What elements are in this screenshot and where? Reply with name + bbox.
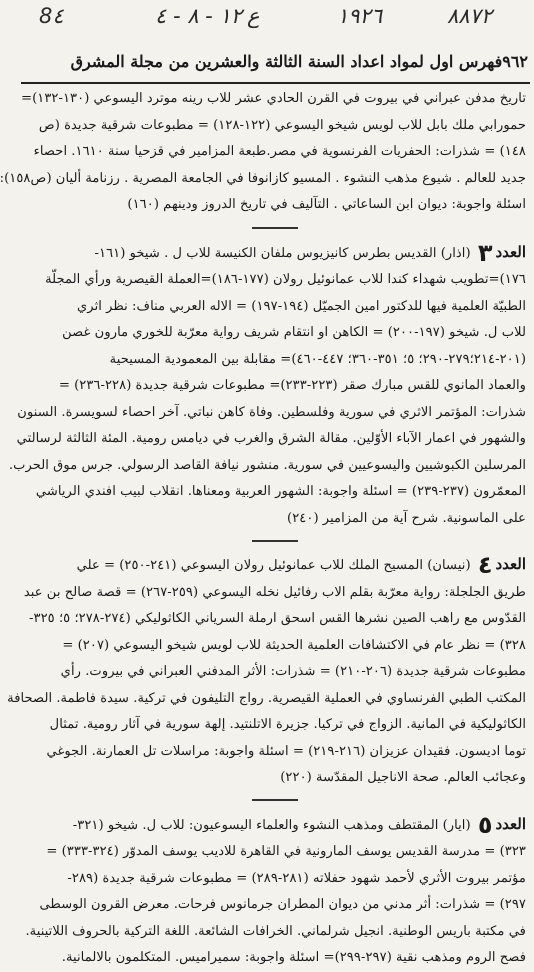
text-line: [23, 551, 526, 580]
text-line: وعجائب العالم. صحة الاناجيل المقدّسة (٢٢٠): [280, 770, 526, 785]
handwritten-annotation: [37, 4, 524, 34]
issue-number: ٣: [477, 238, 493, 267]
text-line: [23, 811, 526, 840]
text-line: ١٤٨) = شذرات: الحفريات الفرنسوية في مصر.طبعة المزامير في قزحيا سنة ١٦١٠. احصاء: [33, 144, 526, 159]
text-line: القدّوس مع راهب الصين نشرها القس اسحق ارملة السرياني الكاثوليكي (٢٧٤-٢٧٨؛ ٥؛ ٣٢٥-: [29, 611, 526, 626]
section-divider: [252, 540, 298, 542]
text-line: (٢٠١-٢١٤؛٢٧٩-٢٩٠؛ ٥؛ ٣٥١-٣٦٠؛ ٤٤٧-٤٦٠)= مقابلة بين المعمودية المسيحية: [109, 351, 526, 367]
issue-label: العدد: [495, 814, 526, 833]
index-content: [0, 86, 526, 972]
text-line: المعمّرون (٢٣٧-٢٣٩) = اسئلة واجوبة: الشهور العربية ومعناها. انقلاب لبيب افندي الرياشي: [35, 484, 526, 499]
annotation-year: ١٩٢٦: [337, 4, 383, 28]
annotation-code: 8٤: [39, 4, 64, 28]
text-line: طريق الجلجلة: رواية معرّبة بقلم الاب رفائيل نخله اليسوعي (٢٥٩-٢٦٧) = قصة صالح بن عبد: [23, 584, 526, 600]
text-line: اسئلة واجوبة: ديوان ابن الساعاتي . التآليف في تاريخ الدروز ودينهم (١٦٠): [127, 197, 526, 212]
text-line: على الماسونية. شرح آية من المزامير (٢٤٠): [287, 510, 526, 526]
issue-5-section: [23, 811, 526, 972]
annotation-date: ١٢ - ٨ - ٤: [155, 4, 242, 28]
text-line: شذرات: المؤتمر الاثري في سورية وفلسطين. وفاة كاهن نباتي. آخر احصاء لسويسرة. السنون: [17, 404, 526, 420]
text-line: حمورابي ملك بابل للاب لويس شيخو اليسوعي (١٢٢-١٢٨) = مطبوعات شرقية جديدة (ص: [38, 117, 526, 133]
issue-label: العدد: [495, 242, 526, 261]
issue-line-text: (نيسان) المسيح الملك للاب عمانوئيل رولان اليسوعي (٢٤١-٢٥٠) = علي: [76, 558, 471, 573]
text-line: فصح الروم ومذهب نقية (٢٩٧-٢٩٩)= اسئلة واجوبة: سميراميس. المتكلمون بالالمانية.: [61, 950, 526, 965]
page-header: [70, 46, 528, 76]
text-line: مؤتمر بيروت الأثري لأحمد شهود حفلاته (٢٨١-٢٨٩) = مطبوعات شرقية جديدة (٢٨٩-: [67, 870, 526, 886]
text-line: جديد للعالم . شيوع مذهب النشوء . المسيو كازانوفا في الجامعة المصرية . رزنامة أليان (ص١٥٨):: [0, 170, 526, 186]
text-line: [23, 239, 526, 268]
annotation-letter: ع: [247, 4, 260, 28]
section-divider: [252, 227, 298, 229]
text-line: في مكتبة باريس الوطنية. انجيل شرلماني. الخرافات الشائعة. اللغة التركية بالحروف اللاتينية.: [25, 923, 526, 939]
text-line: الكاثوليكية في المانية. الزواج في تركيا. جزيرة الاتلنتيد. إلهة سورية في آثار رومية. تمثال: [49, 717, 526, 732]
text-line: ٣٢٣) = مدرسة القديس يوسف المارونية في القاهرة للاديب يوسف المدوّر (٣٢٤-٣٣٣) =: [46, 844, 526, 859]
section-divider: [252, 799, 298, 801]
issue-label: العدد: [495, 555, 526, 573]
header-rule: [21, 82, 530, 84]
intro-paragraph: [0, 86, 526, 219]
text-line: ٢٩٧) = شذرات: أثر مدني من ديوان المطران جرمانوس فرحات. معرض القرون الوسطى: [39, 897, 526, 912]
text-line: تاريخ مدفن عبراني في بيروت في القرن الحادي عشر للاب رينه موترد اليسوعي (١٣٠-١٣٢)=: [21, 91, 526, 106]
text-line: مطبوعات شرقية جديدة (٢٠٦-٢١٠) = شذرات: الأثر المدفني العبراني في بيروت. رأي: [60, 664, 526, 679]
issue-4-section: [7, 551, 526, 792]
page-number: ٩٦٢: [502, 51, 528, 71]
issue-3-section: [8, 238, 526, 533]
text-line: والعماد المانوي للقس مبارك صقر (٢٢٣-٢٣٣)= مطبوعات شرقية جديدة (٢٢٨-٢٣٦) =: [58, 378, 526, 393]
text-line: ٣٢٨) = نظر عام في الاكتشافات العلمية الحديثة للاب لويس شيخو اليسوعي (٢٠٧) =: [62, 637, 526, 653]
text-line: الطبيّة العلمية فيها للدكتور امين الجميّل (١٩٤-١٩٧) = الاله العربي مناف: نظر اثري: [76, 298, 526, 314]
issue-number: ٥: [477, 810, 493, 839]
issue-line-text: (اذار) القديس بطرس كانيزيوس ملفان الكنيسة للاب ل . شيخو (١٦١-: [94, 245, 471, 261]
text-line: للاب ل. شيخو (١٩٧-٢٠٠) = الكاهن او انتقام شريف رواية معرّبة للخوري مارون غصن: [62, 325, 526, 340]
page-title: فهرس اول لمواد اعداد السنة الثالثة والعشرين من مجلة المشرق: [70, 51, 503, 71]
text-line: والشهور في اعمار الآباء الأوّلين. مقالة الشرق والغرب في ديامس رومية. المئة الثالثة لرسالتي: [16, 431, 526, 446]
issue-line-text: (ايار) المقتطف ومذهب النشوء والعلماء اليسوعيون: للاب ل. شيخو (٣٢١-: [72, 817, 471, 833]
text-line: توما اديسون. فقيدان عزيزان (٢١٦-٢١٩) = اسئلة واجوبة: مراسلات تل العمارنة. الجوغي: [46, 743, 526, 759]
annotation-number: ٨٨٧٢: [447, 4, 493, 28]
issue-number: ٤: [477, 551, 493, 579]
text-line: المرسلين الكبوشيين واليسوعيين في سورية. منشور نيافة القاصد الرسولي. جرس موق الحرب.: [8, 457, 526, 473]
text-line: المكتب الطبي الفرنساوي في العملية القيصرية. رواج التليفون في تركية. سيدة فاطمة. الصحافة: [7, 690, 526, 706]
text-line: ١٧٦)=تطويب شهداء كندا للاب عمانوئيل رولان (١٧٧-١٨٦)=العملة القيصرية ورأي المجلّة: [45, 272, 526, 287]
